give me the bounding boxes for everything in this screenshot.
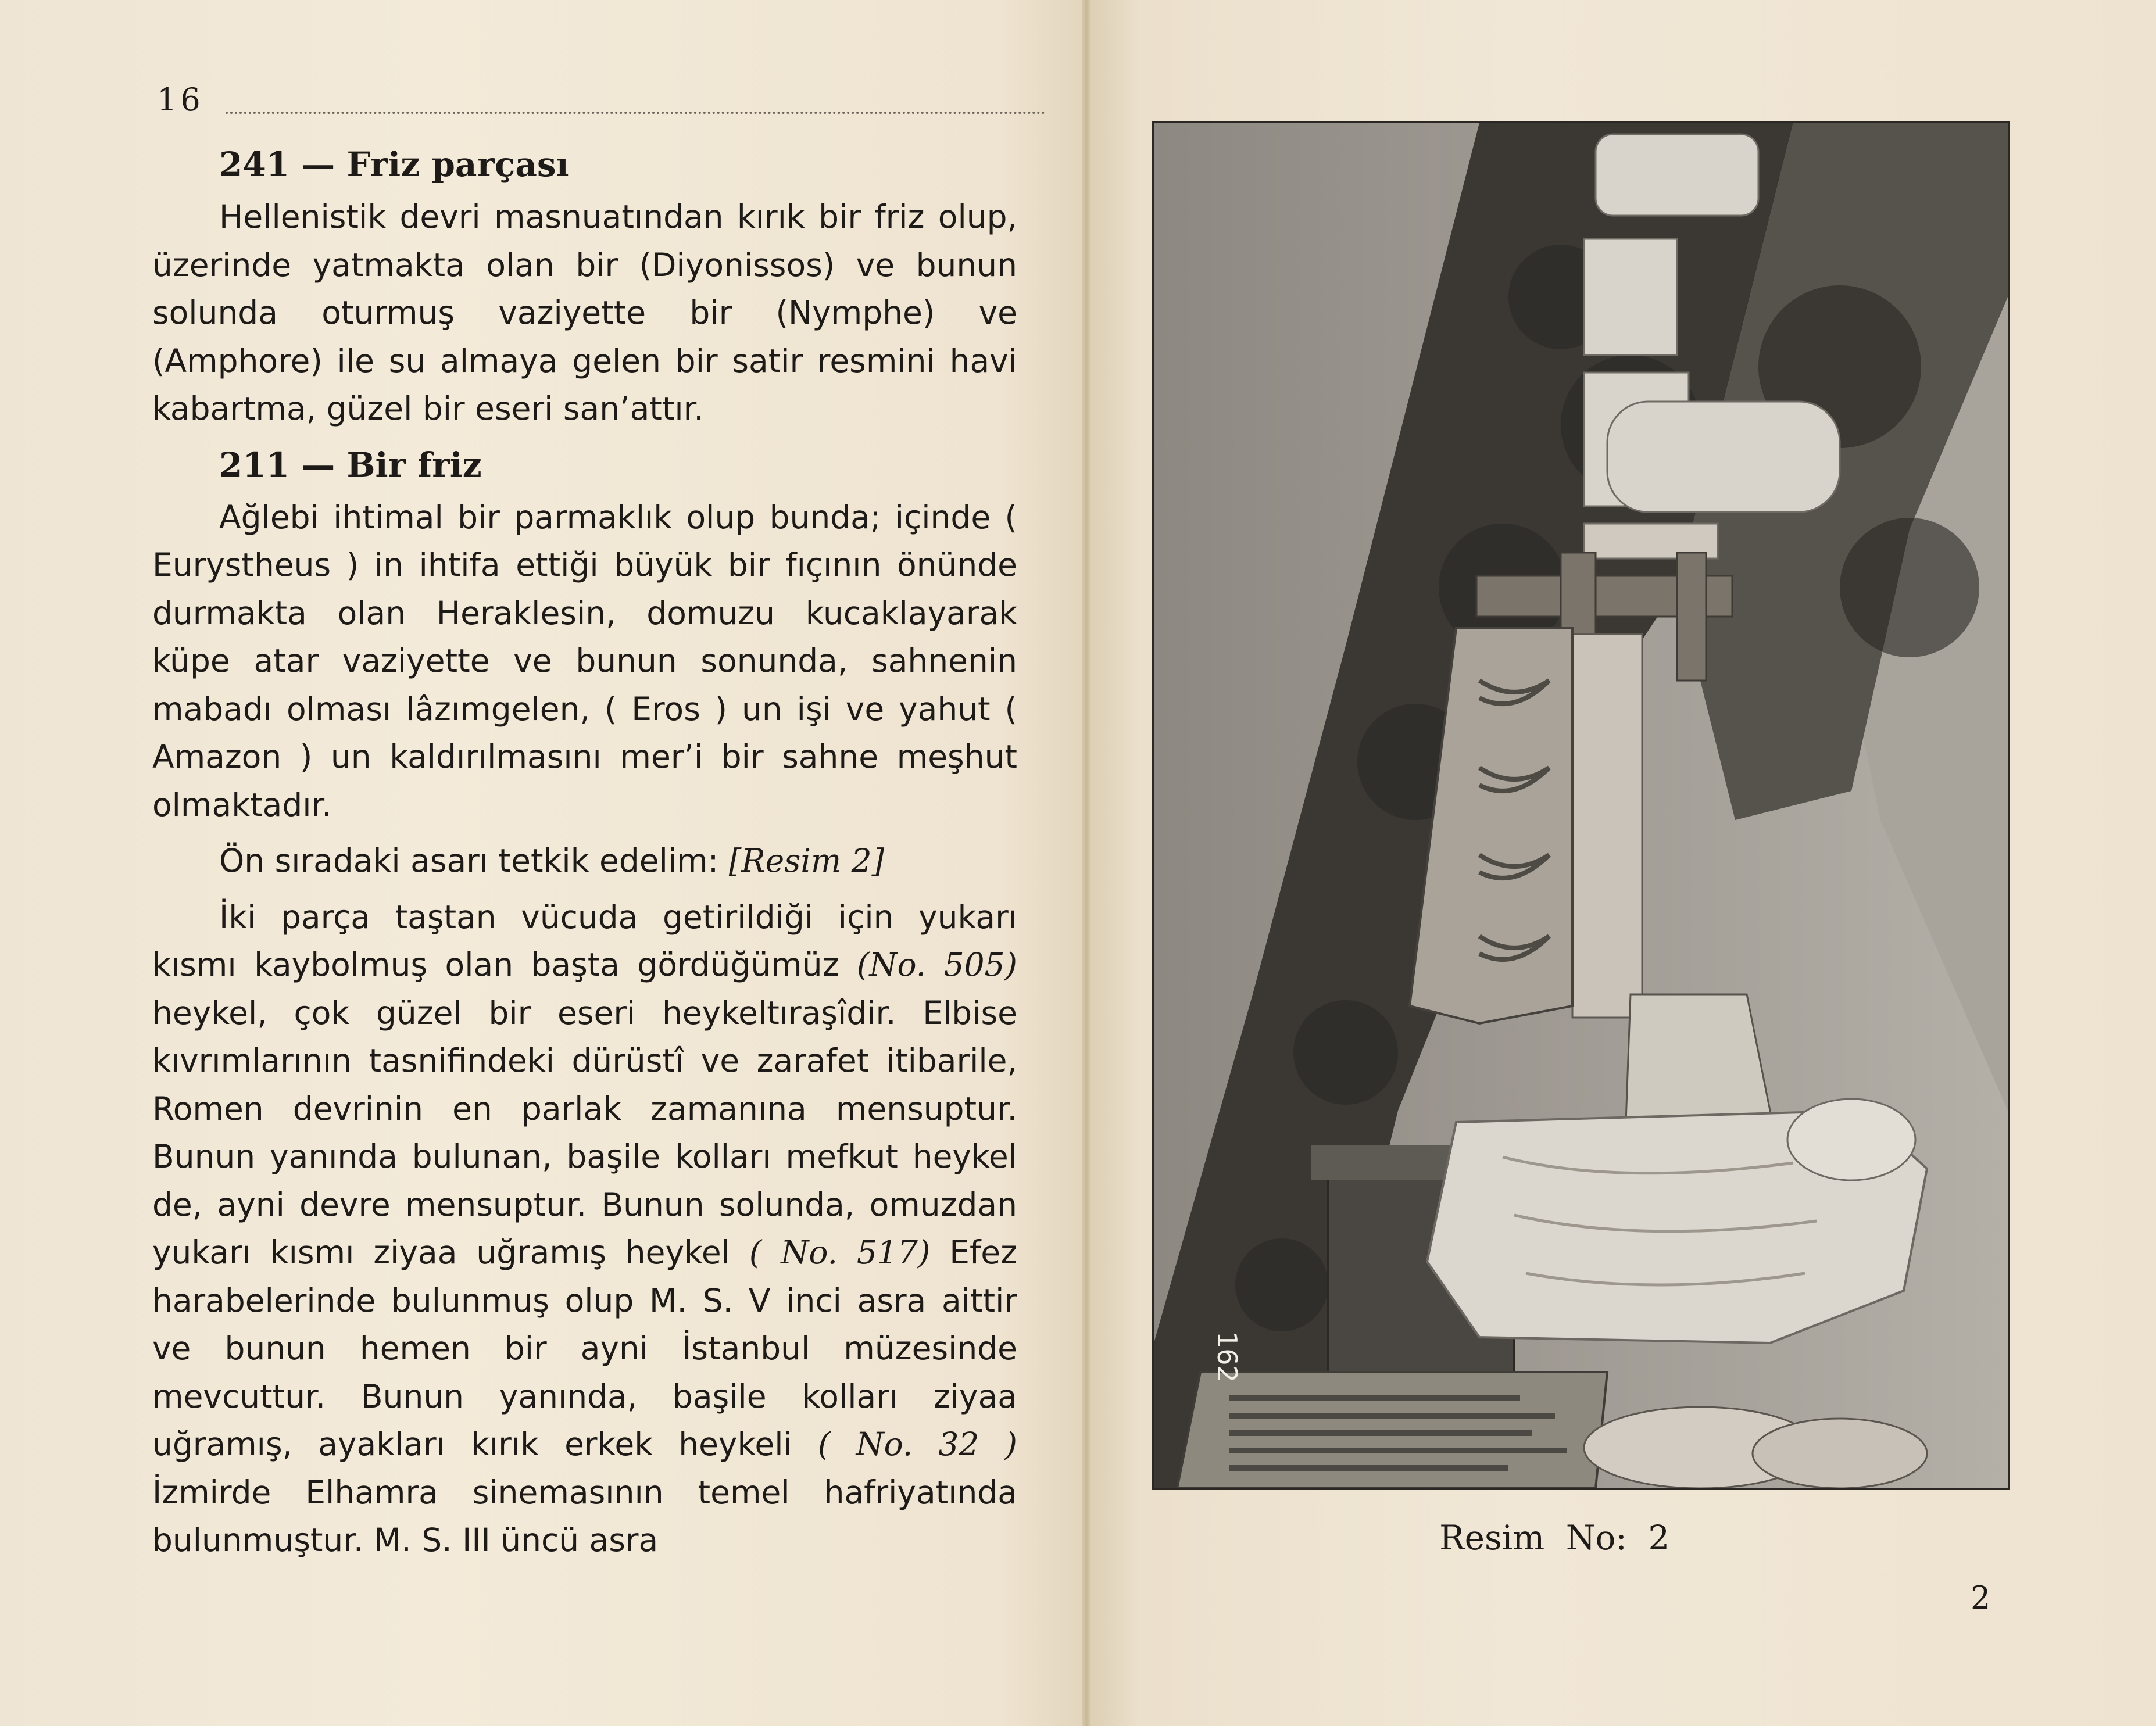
intro-line: [152, 837, 1017, 885]
paragraph-bir-friz: Ağlebi ihtimal bir parmaklık olup bunda; içinde ( Eurystheus ) in ihtifa ettiği büyük bir fıçının önünde durmakta olan Heraklesin, domuzu kucaklayarak küpe atar vaziyette ve bunun sonunda, sahnenin mabadı olması lâzımgelen, ( Eros ) un işi ve yahut ( Amazon ) un kaldırılmasını mer’i bir sahne meşhut olmaktadır.: [152, 498, 1017, 823]
header-dotted-rule: [226, 112, 1045, 114]
photo-inscription: 162: [1211, 1331, 1243, 1383]
paragraph-friz-parcasi: Hellenistik devri masnuatından kırık bir friz olup, üzerinde yatmakta olan bir (Diyonissos) ve bunun solunda oturmuş vaziyette bir (Nymphe) ve (Amphore) ile su almaya gelen bir satir resmini havi kabartma, güzel bir eseri san’attır.: [152, 198, 1017, 427]
section-heading-211: 211 — Bir friz: [219, 445, 482, 485]
text-column: [152, 135, 1017, 1575]
figure-reference: [Resim 2]: [728, 842, 885, 879]
plate-number: 2: [1971, 1580, 1991, 1616]
catalog-ref-505: (No. 505): [856, 946, 1018, 983]
body-text-2: heykel, çok güzel bir eseri heykeltıraşîdir. Elbise kıvrımlarının tasnifindeki dürüstî ve zarafet itibarile, Romen devrinin en parlak zamanına mensuptur. Bunun yanında bulunan, başile kolları mefkut heykel de, ayni devre mensuptur. Bunun solunda, omuzdan yukarı kısmı ziyaa uğramış heykel: [152, 994, 1017, 1271]
catalog-ref-517: ( No. 517): [749, 1234, 931, 1271]
museum-garden-photo: [1152, 121, 2010, 1490]
intro-text: Ön sıradaki asarı tetkik edelim:: [219, 842, 719, 879]
paragraph-main-body: [152, 893, 1017, 1564]
catalog-ref-32: ( No. 32 ): [817, 1426, 1018, 1463]
page-number: 16: [157, 81, 204, 118]
figure-caption: Resim No: 2: [1439, 1518, 1670, 1557]
book-gutter: [1082, 0, 1090, 1726]
body-text-4: İzmirde Elhamra sinemasının temel hafriyatında bulunmuştur. M. S. III üncü asra: [152, 1473, 1017, 1559]
body-text-3: Efez harabelerinde bulunmuş olup M. S. V inci asra aittir ve bunun hemen bir ayni İstanbul müzesinde mevcuttur. Bunun yanında, başile kolları ziyaa uğramış, ayakları kırık erkek heykeli: [152, 1234, 1018, 1463]
section-heading-241: 241 — Friz parçası: [219, 145, 569, 184]
body-text-1: İki parça taştan vücuda getirildiği için yukarı kısmı kaybolmuş olan başta gördüğümüz: [152, 898, 1017, 983]
